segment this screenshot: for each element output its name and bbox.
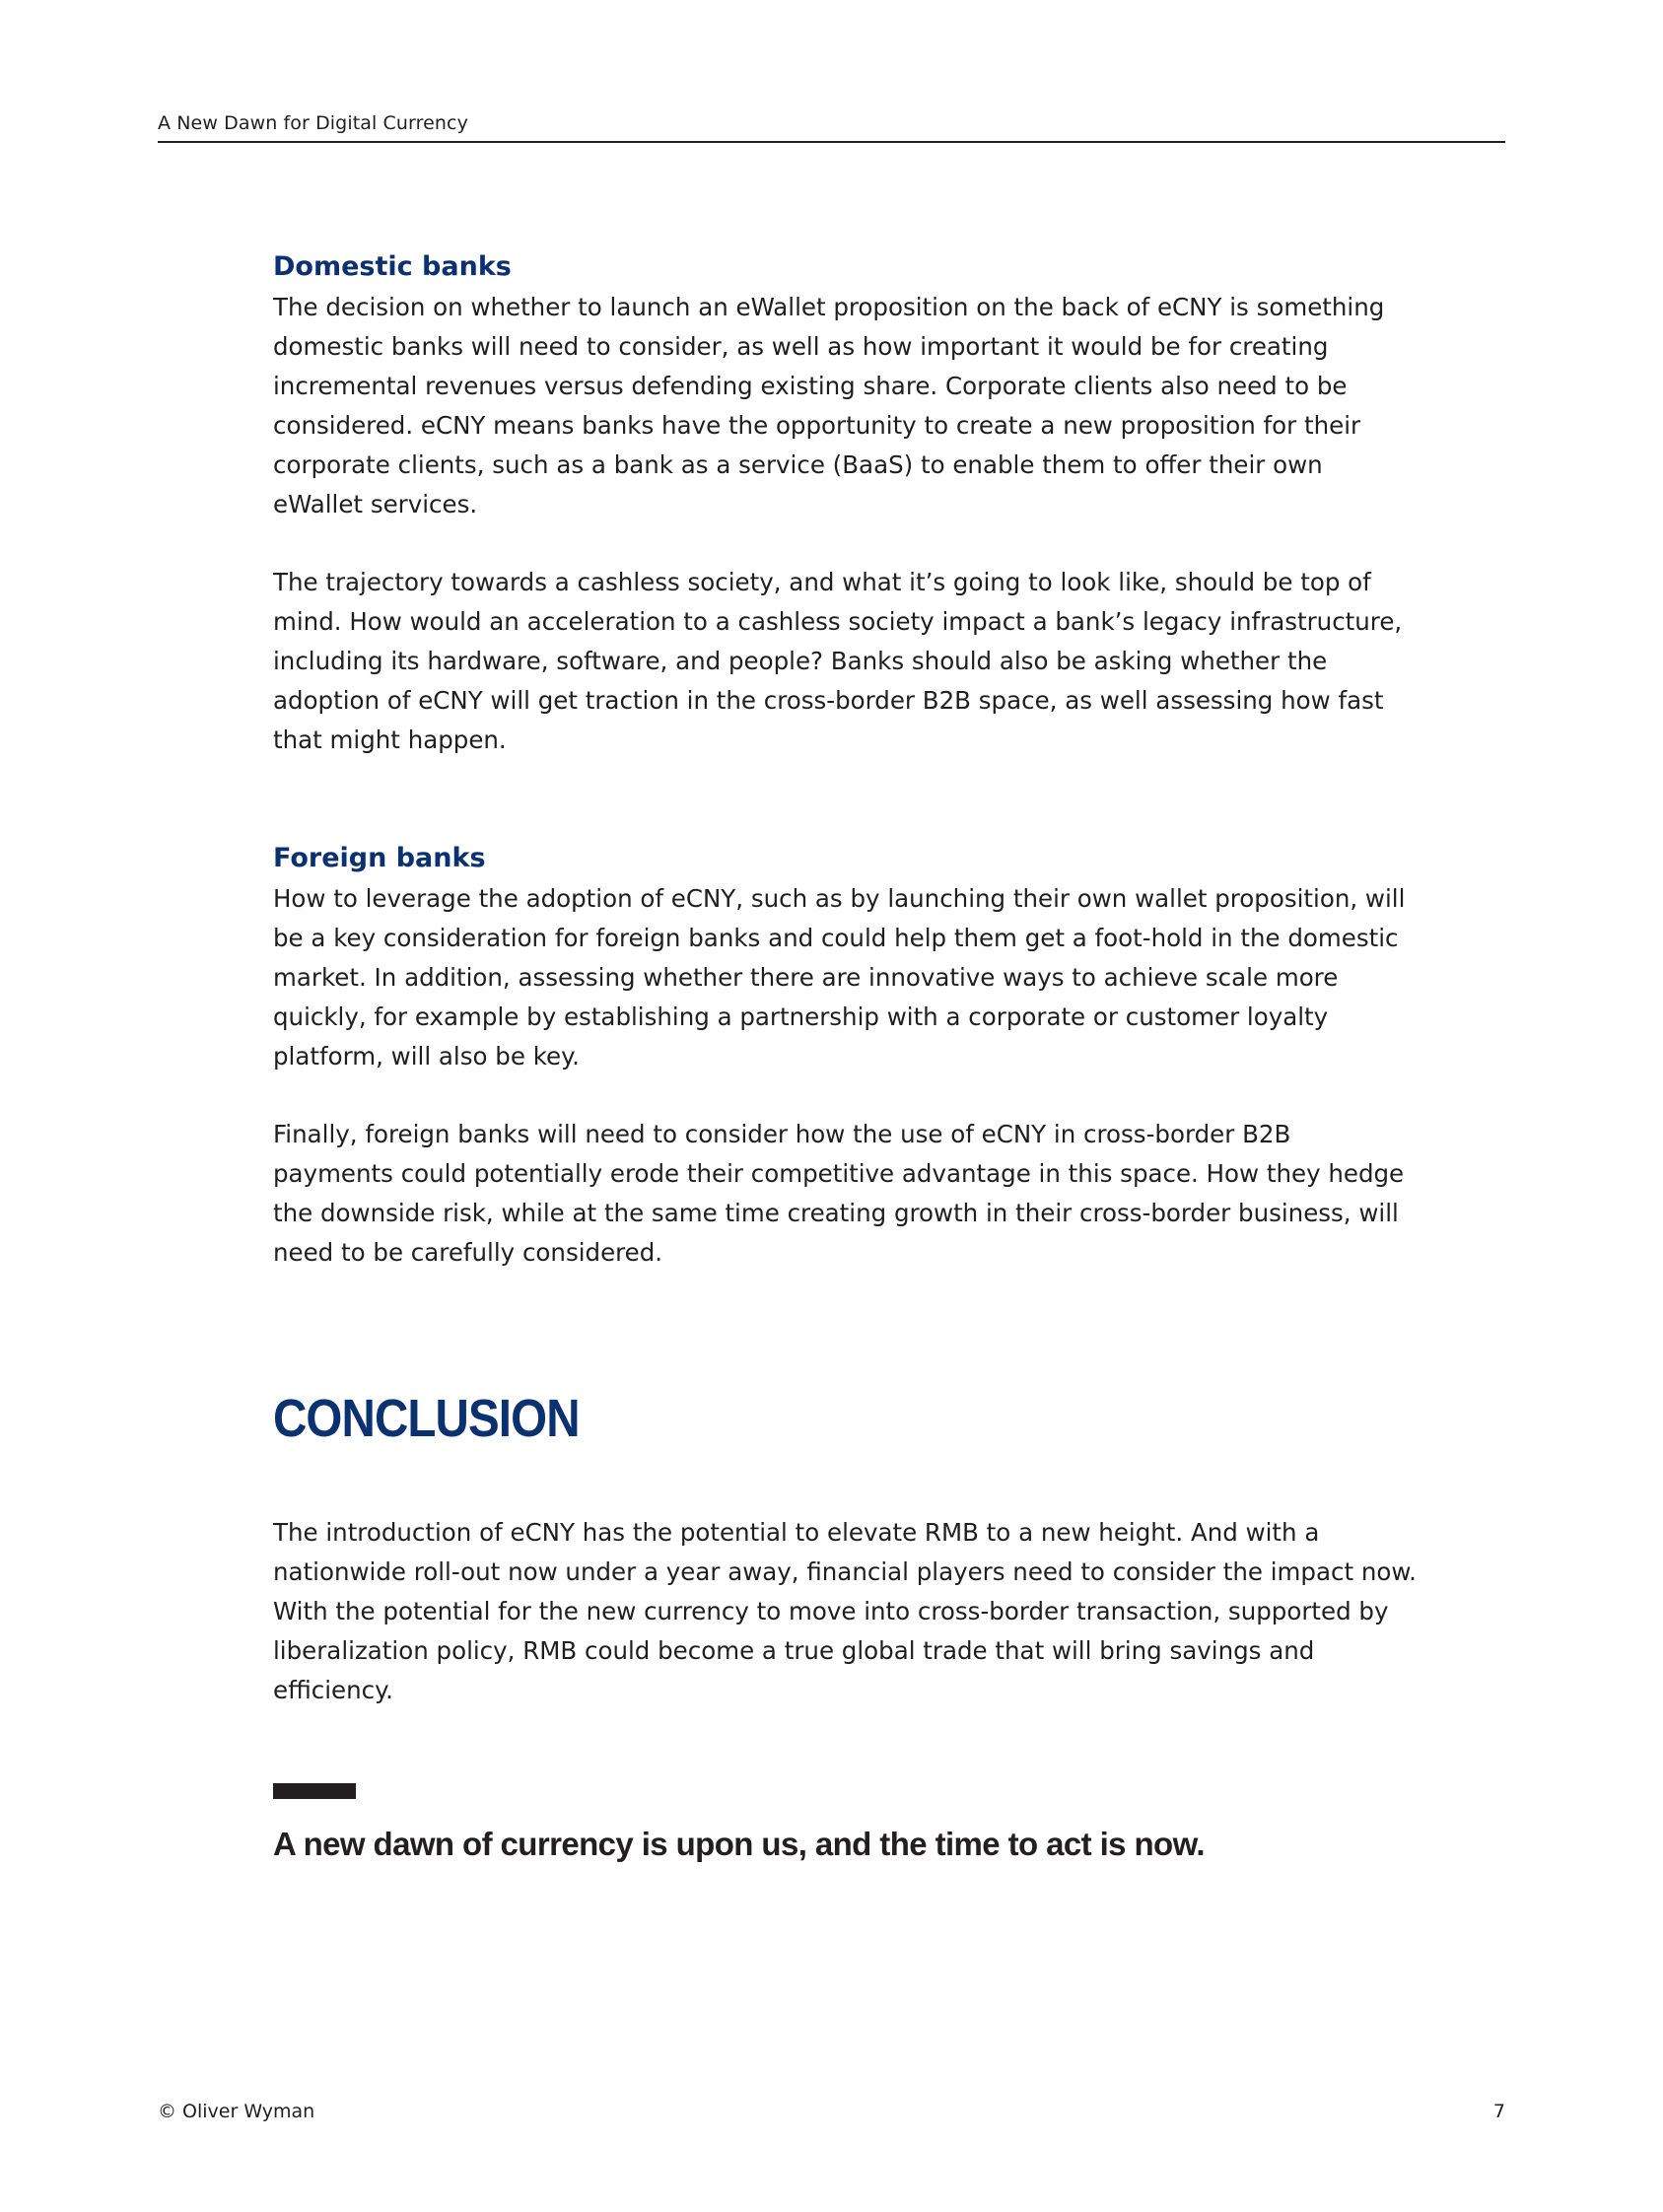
main-content [273,246,1417,1864]
footer-copyright: © Oliver Wyman [158,2101,315,2122]
footer-page-number: 7 [1492,2101,1505,2122]
domestic-banks-paragraph-1: The decision on whether to launch an eWallet proposition on the back of eCNY is something domestic banks will need to consider, as well as how important it would be for creating incremental revenues versus defending existing share. Corporate clients also need to be considered. eCNY means banks have the opportunity to create a new proposition for their corporate clients, such as a bank as a service (BaaS) to enable them to offer their own eWallet services. [273,293,1385,518]
conclusion-paragraph: The introduction of eCNY has the potential to elevate RMB to a new height. And with a nationwide roll-out now under a year away, financial players need to consider the impact now. With the potential for the new currency to move into cross-border transaction, supported by liberalization policy, RMB could become a true global trade that will bring savings and efficiency. [273,1518,1417,1704]
conclusion-title: CONCLUSION [273,1389,580,1448]
header-divider [158,141,1505,143]
domestic-banks-paragraph-2: The trajectory towards a cashless society, and what it’s going to look like, should be top of mind. How would an acceleration to a cashless society impact a bank’s legacy infrastructure, including its hardware, software, and people? Banks should also be asking whether the adoption of eCNY will get traction in the cross-border B2B space, as well assessing how fast that might happen. [273,568,1403,754]
accent-bar [273,1783,356,1799]
domestic-banks-heading: Domestic banks [273,251,512,282]
running-header-title: A New Dawn for Digital Currency [158,112,468,134]
foreign-banks-paragraph-2: Finally, foreign banks will need to consider how the use of eCNY in cross-border B2B payments could potentially erode their competitive advantage in this space. How they hedge the downside risk, while at the same time creating growth in their cross-border business, will need to be carefully considered. [273,1120,1405,1267]
foreign-banks-heading: Foreign banks [273,843,486,873]
foreign-banks-paragraph-1: How to leverage the adoption of eCNY, such as by launching their own wallet proposition, will be a key consideration for foreign banks and could help them get a foot-hold in the domestic market. In addition, assessing whether there are innovative ways to achieve scale more quickly, for example by establishing a partnership with a corporate or customer loyalty platform, will also be key. [273,884,1406,1071]
closing-tagline: A new dawn of currency is upon us, and the time to act is now. [273,1826,1205,1862]
